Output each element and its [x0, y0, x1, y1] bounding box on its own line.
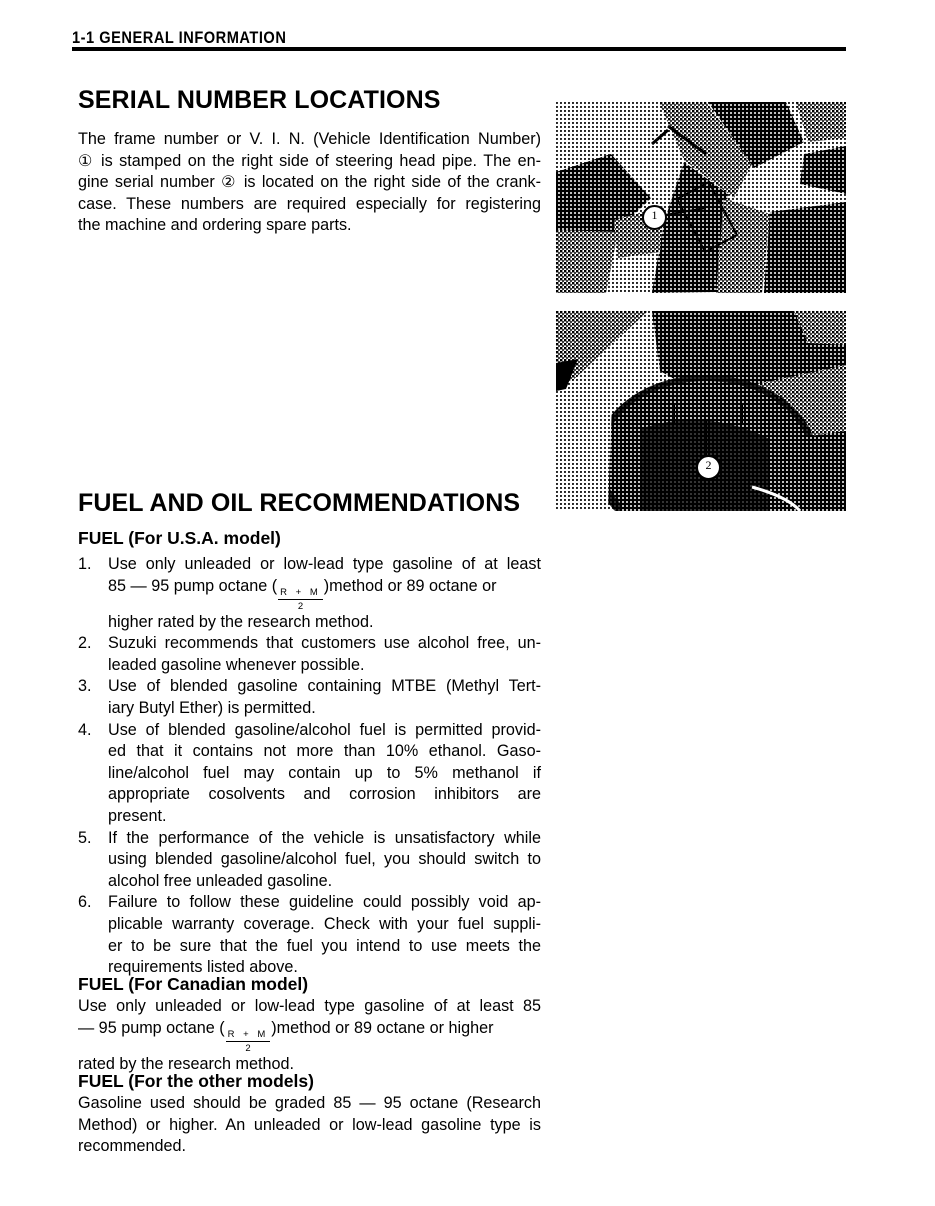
subheading-fuel-other-models: FUEL (For the other models): [78, 1071, 314, 1091]
list-item: [78, 633, 541, 676]
list-item-line: higher rated by the research method.: [108, 612, 374, 631]
list-item-line: Use of blended gasoline/alcohol fuel is permitted provid-: [108, 720, 541, 739]
list-item: [78, 676, 541, 719]
list-item-line: Use only unleaded or low-lead type gasoline of at least: [108, 555, 541, 573]
serial-number-intro-paragraph: [78, 129, 541, 237]
fuel-usa-list: [78, 554, 541, 979]
page-title-serial-number-locations: SERIAL NUMBER LOCATIONS: [78, 86, 441, 114]
folio-text: 1-1 GENERAL INFORMATION: [72, 28, 287, 47]
octane-formula: [226, 1030, 271, 1054]
list-item-line: plicable warranty coverage. Check with your fuel suppli-: [108, 914, 541, 933]
subheading-fuel-canadian-model: FUEL (For Canadian model): [78, 974, 309, 994]
canadian-line-with-formula: [78, 1018, 541, 1054]
list-item-number: 1.: [78, 555, 92, 573]
list-item-line: er to be sure that the fuel you intend to use meets the: [108, 936, 541, 955]
list-item-line: Suzuki recommends that customers use alcohol free, un-: [108, 634, 541, 653]
list-item-line: alcohol free unleaded gasoline.: [108, 871, 333, 890]
list-item-number: 6.: [78, 893, 92, 912]
intro-line-2: ① is stamped on the right side of steering head pipe. The en-: [78, 151, 541, 170]
fuel-canadian-paragraph: [78, 996, 541, 1075]
list-item-number: 5.: [78, 828, 92, 847]
list-item: [78, 554, 541, 633]
page-title-fuel-and-oil-recommendations: FUEL AND OIL RECOMMENDATIONS: [78, 489, 521, 517]
octane-text-after: )method or 89 octane or: [323, 576, 497, 595]
list-item-line-with-formula: [108, 576, 541, 612]
engine-serial-callout-leader: [705, 421, 707, 457]
other-line-2: Method) or higher. An unleaded or low-lead gasoline type is: [78, 1115, 541, 1134]
octane-formula-denominator: 2: [297, 600, 304, 612]
other-line-1: Gasoline used should be graded 85 — 95 octane (Research: [78, 1094, 541, 1112]
list-item-line: Failure to follow these guideline could possibly void ap-: [108, 893, 541, 912]
list-item-line: leaded gasoline whenever possible.: [108, 655, 365, 674]
engine-serial-callout-box: [673, 403, 743, 425]
octane-formula-numerator: R + M: [227, 1028, 269, 1040]
list-item-line: If the performance of the vehicle is unsatisfactory while: [108, 828, 541, 847]
page-header: [72, 28, 846, 48]
list-item-line: ed that it contains not more than 10% ethanol. Gaso-: [108, 742, 541, 761]
fuel-other-models-paragraph: [78, 1093, 541, 1158]
intro-line-4: case. These numbers are required especially for registering: [78, 194, 541, 213]
list-item-number: 2.: [78, 634, 92, 653]
serial-number-intro-text: [78, 129, 541, 237]
list-item-line: Use of blended gasoline containing MTBE (Methyl Tert-: [108, 677, 541, 696]
engine-serial-number-photo: [556, 311, 846, 511]
list-item-number: 3.: [78, 677, 92, 696]
header-rule: [72, 47, 846, 51]
subheading-fuel-usa-model: FUEL (For U.S.A. model): [78, 528, 281, 548]
octane-text-after: )method or 89 octane or higher: [271, 1018, 494, 1037]
octane-formula: [278, 588, 323, 612]
list-item: [78, 720, 541, 828]
intro-line-5: the machine and ordering spare parts.: [78, 216, 352, 235]
canadian-line-3: rated by the research method.: [78, 1054, 294, 1073]
octane-formula-numerator: R + M: [280, 586, 321, 598]
intro-line-1: The frame number or V. I. N. (Vehicle Identification Number): [78, 130, 541, 148]
list-item-line: requirements listed above.: [108, 958, 298, 977]
list-item: [78, 828, 541, 893]
frame-number-callout-marker: 1: [642, 205, 667, 230]
list-item-line: using blended gasoline/alcohol fuel, you should switch to: [108, 850, 541, 869]
octane-formula-denominator: 2: [245, 1042, 251, 1054]
list-item-line: appropriate cosolvents and corrosion inhibitors are: [108, 785, 541, 804]
canadian-line-1: Use only unleaded or low-lead type gasoline of at least 85: [78, 997, 541, 1015]
frame-number-photo: [556, 102, 846, 293]
intro-line-3: gine serial number ② is located on the right side of the crank-: [78, 173, 541, 192]
other-line-3: recommended.: [78, 1137, 186, 1156]
list-item-line: present.: [108, 806, 167, 825]
engine-serial-callout-marker: 2: [696, 455, 721, 480]
list-item-line: line/alcohol fuel may contain up to 5% methanol if: [108, 763, 541, 782]
list-item-line: iary Butyl Ether) is permitted.: [108, 698, 316, 717]
octane-text-before: 85 — 95 pump octane (: [108, 576, 278, 595]
list-item: [78, 892, 541, 978]
octane-text-before: — 95 pump octane (: [78, 1018, 225, 1037]
list-item-number: 4.: [78, 720, 92, 739]
